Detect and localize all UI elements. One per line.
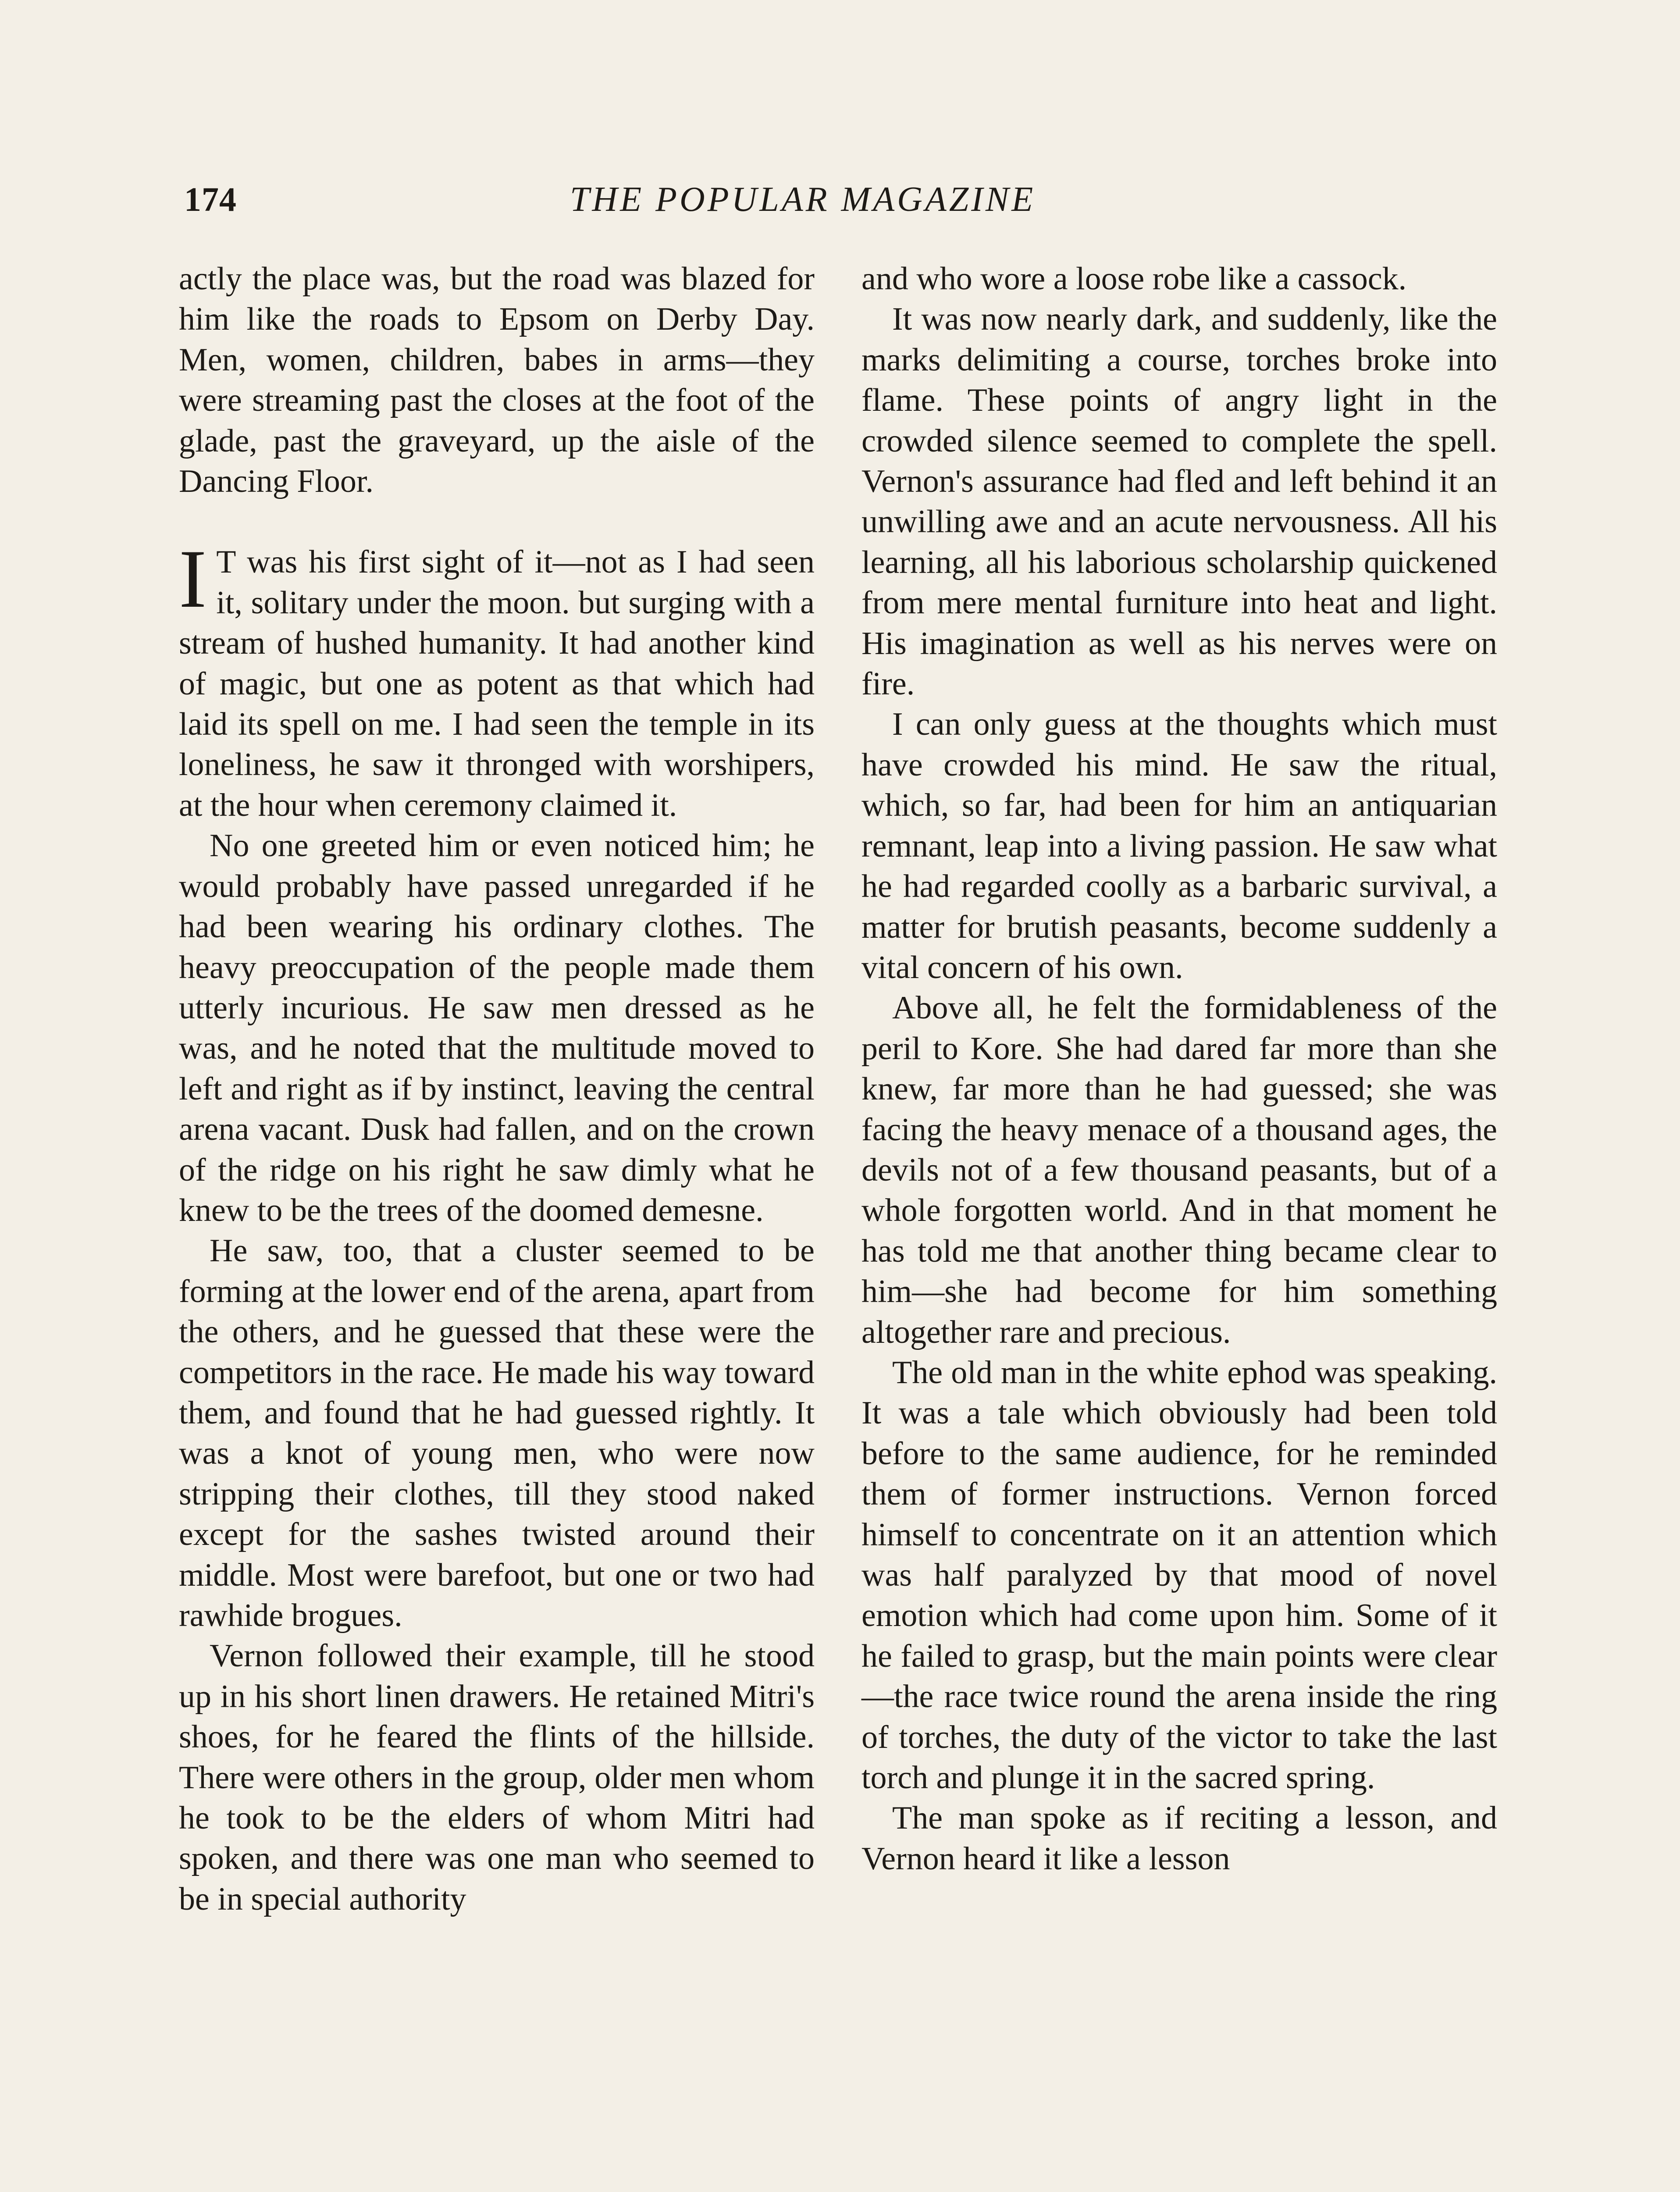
drop-cap: I (179, 533, 207, 626)
running-title: THE POPULAR MAGAZINE (570, 180, 1036, 219)
page-header (184, 180, 1499, 232)
paragraph: I can only guess at the thoughts which must have crowded his mind. He saw the ritual, which, so far, had been for him an antiquarian remnant, leap into a living passion. He saw what he had regarded coolly as a barbaric survival, a matter for brutish peasants, become suddenly a vital concern of his own. (861, 706, 1497, 986)
paragraph: He saw, too, that a cluster seemed to be forming at the lower end of the arena, apart from the others, and he guessed that these were the competitors in the race. He made his way toward them, and found that he had guessed rightly. It was a knot of young men, who were now stripping their clothes, till they stood naked except for the sashes twisted around their middle. Most were barefoot, but one or two had rawhide brogues. (179, 1233, 815, 1633)
paragraph: Above all, he felt the formidableness of the peril to Kore. She had dared far more than she knew, far more than he had guessed; she was facing the heavy menace of a thousand ages, the devils not of a few thousand peasants, but of a whole forgotten world. And in that moment he has told me that another thing became clear to him—she had become for him something altogether rare and precious. (861, 990, 1497, 1350)
paragraph: No one greeted him or even noticed him; he would probably have passed unregarded if he had been wearing his ordinary clothes. The heavy preoccupation of the people made them utterly incurious. He saw men dressed as he was, and he noted that the multitude moved to left and right as if by instinct, leaving the central arena vacant. Dusk had fallen, and on the crown of the ridge on his right he saw dimly what he knew to be the trees of the doomed demesne. (179, 828, 815, 1228)
left-text-column (179, 259, 815, 1919)
paragraph: actly the place was, but the road was blazed for him like the roads to Epsom on Derby Day. Men, women, children, babes in arms—they were streaming past the closes at the foot of the glade, past the graveyard, up the aisle of the Dancing Floor. (179, 261, 815, 500)
page-number: 174 (184, 180, 237, 218)
paragraph-text: T was his first sight of it—not as I had seen it, solitary under the moon. but surging with a stream of hushed humanity. It had another kind of magic, but one as potent as that which had laid its spell on me. I had seen the temple in its loneliness, he saw it thronged with worshipers, at the hour when ceremony claimed it. (179, 544, 815, 823)
paragraph: and who wore a loose robe like a cassock. (861, 261, 1407, 297)
paragraph: Vernon followed their example, till he stood up in his short linen drawers. He retained Mitri's shoes, for he feared the flints of the hillside. There were others in the group, older men whom he took to be the elders of whom Mitri had spoken, and there was one man who seemed to be in special authority (179, 1638, 815, 1917)
paragraph: The man spoke as if reciting a lesson, and Vernon heard it like a lesson (861, 1800, 1497, 1877)
right-text-column (861, 259, 1497, 1879)
paragraph: It was now nearly dark, and suddenly, like the marks delimiting a course, torches broke into flame. These points of angry light in the crowded silence seemed to complete the spell. Vernon's assurance had fled and left behind it an unwilling awe and an acute nervousness. All his learning, all his laborious scholarship quickened from mere mental furniture into heat and light. His imagination as well as his nerves were on fire. (861, 301, 1497, 702)
paragraph-section-start (179, 533, 815, 826)
paragraph: The old man in the white ephod was speaking. It was a tale which obviously had been told before to the same audience, for he reminded them of former instructions. Vernon forced himself to concentrate on it an attention which was half paralyzed by that mood of novel emotion which had come upon him. Some of it he failed to grasp, but the main points were clear—the race twice round the arena inside the ring of torches, the duty of the victor to take the last torch and plunge it in the sacred spring. (861, 1354, 1497, 1796)
